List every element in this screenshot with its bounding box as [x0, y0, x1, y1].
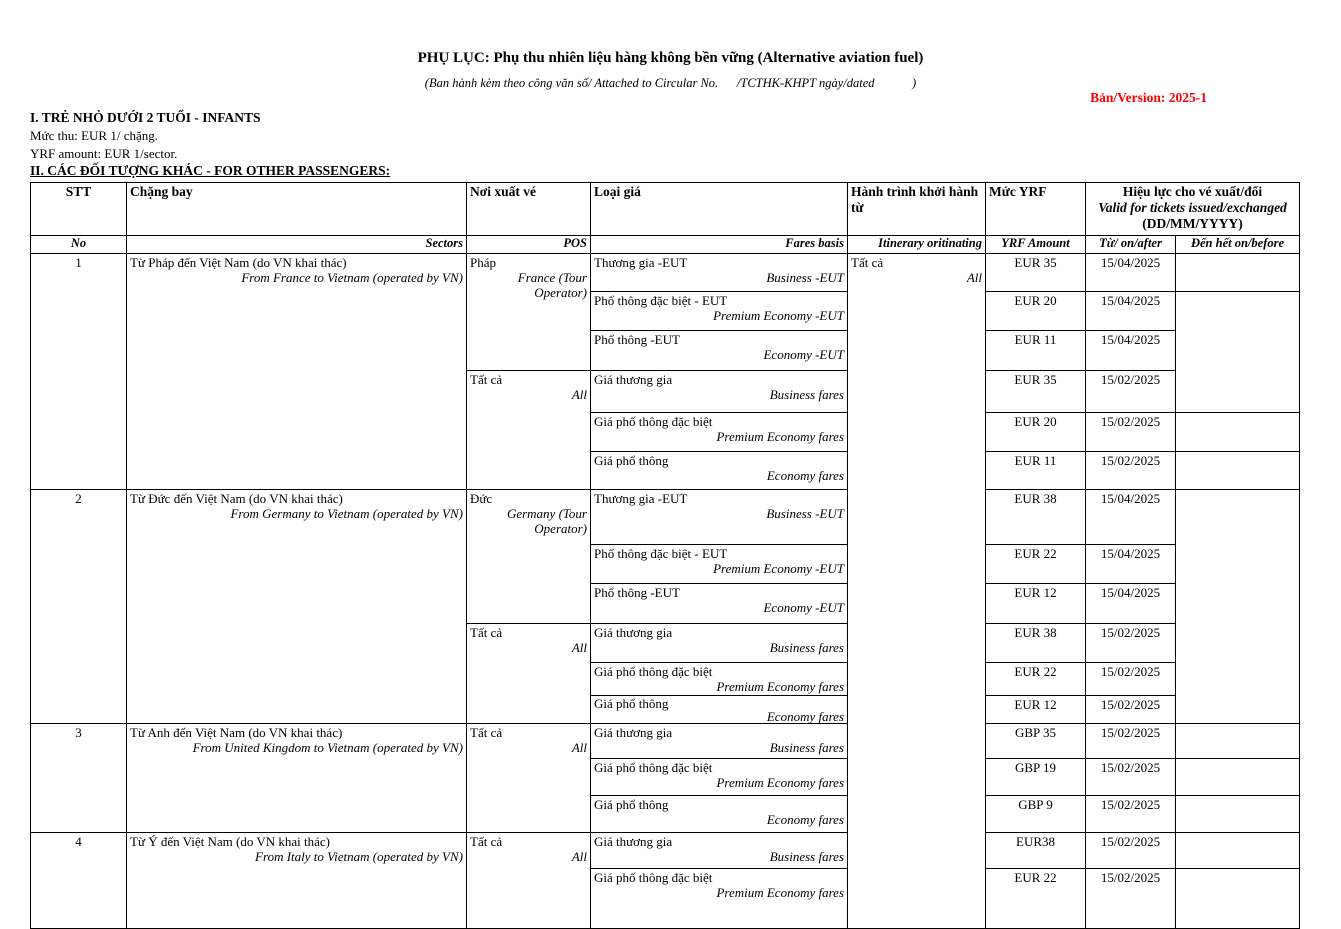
- sector-cell: [127, 490, 467, 724]
- fare-en: Premium Economy -EUT: [713, 308, 844, 323]
- fare-en: Premium Economy fares: [716, 885, 844, 900]
- fare-cell: [591, 663, 848, 696]
- fare-vn: Giá thương gia: [594, 372, 673, 387]
- fare-en: Premium Economy fares: [716, 679, 844, 694]
- yrf-amount-cell: GBP 9: [986, 796, 1086, 833]
- col-header-validity: [1086, 183, 1300, 236]
- version-label: Bản/Version: 2025-1: [1090, 90, 1207, 105]
- fare-en: Premium Economy -EUT: [713, 561, 844, 576]
- yrf-amount-cell: EUR 11: [986, 452, 1086, 490]
- valid-from-cell: 15/02/2025: [1086, 833, 1176, 869]
- col-header-valid-from: Từ/ on/after: [1086, 236, 1176, 254]
- stt-cell: 2: [31, 490, 127, 724]
- pos-en: All: [571, 740, 587, 755]
- fare-vn: Giá phổ thông: [594, 453, 669, 468]
- valid-before-cell: [1176, 254, 1300, 292]
- itinerary-vn: Tất cả: [851, 255, 884, 270]
- pos-vn: Tất cả: [470, 834, 503, 849]
- fare-cell: [591, 545, 848, 584]
- valid-before-cell: [1176, 724, 1300, 759]
- col-header-stt: STT: [31, 183, 127, 236]
- fare-cell: [591, 696, 848, 724]
- sector-cell: [127, 254, 467, 490]
- fare-vn: Phổ thông -EUT: [594, 585, 680, 600]
- valid-before-cell: [1176, 759, 1300, 796]
- fare-cell: [591, 624, 848, 663]
- itinerary-cell: [848, 254, 986, 929]
- page-subtitle: (Ban hành kèm theo công văn số/ Attached to Circular No. /TCTHK-KHPT ngày/dated ): [424, 76, 917, 90]
- fare-vn: Phổ thông -EUT: [594, 332, 680, 347]
- fare-vn: Giá thương gia: [594, 625, 673, 640]
- fare-en: Business fares: [769, 387, 844, 402]
- validity-label-en: Valid for tickets issued/exchanged: [1098, 200, 1287, 215]
- valid-from-cell: 15/02/2025: [1086, 663, 1176, 696]
- fare-vn: Giá thương gia: [594, 834, 673, 849]
- sector-cell: [127, 833, 467, 929]
- itinerary-en: All: [966, 270, 982, 285]
- valid-from-cell: 15/04/2025: [1086, 254, 1176, 292]
- sector-vn: Từ Pháp đến Việt Nam (do VN khai thác): [130, 255, 347, 270]
- validity-label-vn: Hiệu lực cho vé xuất/đổi: [1122, 184, 1263, 199]
- fare-vn: Giá phổ thông đặc biệt: [594, 760, 713, 775]
- fare-en: Premium Economy fares: [716, 429, 844, 444]
- fare-vn: Giá phổ thông: [594, 797, 669, 812]
- col-header-fares-basis: Fares basis: [591, 236, 848, 254]
- col-header-valid-before: Đến hết on/before: [1176, 236, 1300, 254]
- pos-cell: [467, 490, 591, 624]
- valid-from-cell: 15/04/2025: [1086, 490, 1176, 545]
- fare-en: Business fares: [769, 740, 844, 755]
- col-header-no: No: [31, 236, 127, 254]
- sector-vn: Từ Ý đến Việt Nam (do VN khai thác): [130, 834, 331, 849]
- fare-en: Economy -EUT: [763, 600, 844, 615]
- fare-en: Economy fares: [766, 812, 844, 827]
- validity-date-format: (DD/MM/YYYY): [1142, 216, 1243, 231]
- pos-vn: Đức: [470, 491, 493, 506]
- valid-from-cell: 15/02/2025: [1086, 371, 1176, 413]
- fare-cell: [591, 759, 848, 796]
- yrf-amount-cell: EUR38: [986, 833, 1086, 869]
- valid-from-cell: 15/02/2025: [1086, 452, 1176, 490]
- sector-en: From Germany to Vietnam (operated by VN): [230, 506, 463, 521]
- fare-en: Economy fares: [766, 709, 844, 724]
- valid-before-cell: [1176, 413, 1300, 452]
- pos-en: France (Tour Operator): [517, 270, 587, 300]
- pos-vn: Tất cả: [470, 372, 503, 387]
- stt-cell: 3: [31, 724, 127, 833]
- pos-en: Germany (Tour Operator): [506, 506, 587, 536]
- fare-table: [30, 182, 1300, 929]
- col-header-itinerary: Hành trình khởi hành từ: [848, 183, 986, 236]
- valid-from-cell: 15/02/2025: [1086, 796, 1176, 833]
- stt-cell: 4: [31, 833, 127, 929]
- valid-from-cell: 15/02/2025: [1086, 413, 1176, 452]
- valid-before-cell: [1176, 292, 1300, 413]
- sector-en: From Italy to Vietnam (operated by VN): [255, 849, 463, 864]
- fare-vn: Thương gia -EUT: [594, 255, 688, 270]
- col-header-pos: Nơi xuất vé: [467, 183, 591, 236]
- yrf-amount-cell: EUR 20: [986, 292, 1086, 331]
- yrf-amount-cell: GBP 35: [986, 724, 1086, 759]
- col-header-sector: Chặng bay: [127, 183, 467, 236]
- pos-en: All: [571, 640, 587, 655]
- infant-fee-en: YRF amount: EUR 1/sector.: [30, 146, 178, 161]
- pos-vn: Tất cả: [470, 725, 503, 740]
- fare-vn: Giá phổ thông: [594, 696, 669, 711]
- pos-cell: [467, 371, 591, 490]
- valid-before-cell: [1176, 490, 1300, 724]
- fare-en: Economy -EUT: [763, 347, 844, 362]
- yrf-amount-cell: EUR 35: [986, 371, 1086, 413]
- valid-from-cell: 15/04/2025: [1086, 292, 1176, 331]
- pos-cell: [467, 624, 591, 724]
- fare-vn: Giá thương gia: [594, 725, 673, 740]
- fare-cell: [591, 452, 848, 490]
- col-header-yrf: Mức YRF: [986, 183, 1086, 236]
- pos-cell: [467, 724, 591, 833]
- fare-cell: [591, 254, 848, 292]
- fare-cell: [591, 869, 848, 929]
- valid-before-cell: [1176, 796, 1300, 833]
- valid-from-cell: 15/04/2025: [1086, 331, 1176, 371]
- sector-en: From France to Vietnam (operated by VN): [241, 270, 463, 285]
- pos-vn: Tất cả: [470, 625, 503, 640]
- valid-from-cell: 15/02/2025: [1086, 696, 1176, 724]
- pos-cell: [467, 833, 591, 929]
- section1-heading: I. TRẺ NHỎ DƯỚI 2 TUỔI - INFANTS: [30, 110, 261, 125]
- fare-en: Premium Economy fares: [716, 775, 844, 790]
- infant-fee-vn: Mức thu: EUR 1/ chặng.: [30, 128, 159, 143]
- fare-cell: [591, 724, 848, 759]
- fare-cell: [591, 490, 848, 545]
- pos-vn: Pháp: [470, 255, 496, 270]
- valid-from-cell: 15/02/2025: [1086, 624, 1176, 663]
- stt-cell: 1: [31, 254, 127, 490]
- yrf-amount-cell: EUR 22: [986, 869, 1086, 929]
- yrf-amount-cell: EUR 38: [986, 624, 1086, 663]
- fare-en: Business fares: [769, 849, 844, 864]
- pos-cell: [467, 254, 591, 371]
- fare-cell: [591, 584, 848, 624]
- fare-vn: Giá phổ thông đặc biệt: [594, 664, 713, 679]
- sector-en: From United Kingdom to Vietnam (operated by VN): [192, 740, 463, 755]
- valid-from-cell: 15/02/2025: [1086, 724, 1176, 759]
- col-header-yrf-amount: YRF Amount: [986, 236, 1086, 254]
- valid-before-cell: [1176, 833, 1300, 869]
- fare-vn: Thương gia -EUT: [594, 491, 688, 506]
- fare-cell: [591, 292, 848, 331]
- yrf-amount-cell: EUR 22: [986, 545, 1086, 584]
- fare-cell: [591, 833, 848, 869]
- valid-before-cell: [1176, 452, 1300, 490]
- col-header-sectors-en: Sectors: [127, 236, 467, 254]
- valid-from-cell: 15/02/2025: [1086, 759, 1176, 796]
- fare-vn: Phổ thông đặc biệt - EUT: [594, 293, 728, 308]
- page-title: PHỤ LỤC: Phụ thu nhiên liệu hàng không bền vững (Alternative aviation fuel): [417, 50, 924, 66]
- fare-en: Business -EUT: [766, 270, 844, 285]
- valid-from-cell: 15/04/2025: [1086, 545, 1176, 584]
- col-header-itinerary-en: Itinerary oritinating: [848, 236, 986, 254]
- section2-heading: II. CÁC ĐỐI TƯỢNG KHÁC - FOR OTHER PASSENGERS:: [30, 163, 391, 178]
- fare-vn: Giá phổ thông đặc biệt: [594, 414, 713, 429]
- fare-cell: [591, 371, 848, 413]
- fare-cell: [591, 413, 848, 452]
- yrf-amount-cell: EUR 20: [986, 413, 1086, 452]
- fare-en: Business fares: [769, 640, 844, 655]
- yrf-amount-cell: EUR 12: [986, 696, 1086, 724]
- fare-cell: [591, 796, 848, 833]
- yrf-amount-cell: EUR 38: [986, 490, 1086, 545]
- sector-vn: Từ Anh đến Việt Nam (do VN khai thác): [130, 725, 343, 740]
- yrf-amount-cell: EUR 35: [986, 254, 1086, 292]
- fare-cell: [591, 331, 848, 371]
- valid-before-cell: [1176, 869, 1300, 929]
- yrf-amount-cell: EUR 11: [986, 331, 1086, 371]
- fare-vn: Phổ thông đặc biệt - EUT: [594, 546, 728, 561]
- fare-en: Business -EUT: [766, 506, 844, 521]
- col-header-fare: Loại giá: [591, 183, 848, 236]
- valid-from-cell: 15/02/2025: [1086, 869, 1176, 929]
- valid-from-cell: 15/04/2025: [1086, 584, 1176, 624]
- sector-vn: Từ Đức đến Việt Nam (do VN khai thác): [130, 491, 343, 506]
- yrf-amount-cell: EUR 12: [986, 584, 1086, 624]
- pos-en: All: [571, 387, 587, 402]
- sector-cell: [127, 724, 467, 833]
- fare-vn: Giá phổ thông đặc biệt: [594, 870, 713, 885]
- col-header-pos-en: POS: [467, 236, 591, 254]
- yrf-amount-cell: EUR 22: [986, 663, 1086, 696]
- pos-en: All: [571, 849, 587, 864]
- yrf-amount-cell: GBP 19: [986, 759, 1086, 796]
- fare-en: Economy fares: [766, 468, 844, 483]
